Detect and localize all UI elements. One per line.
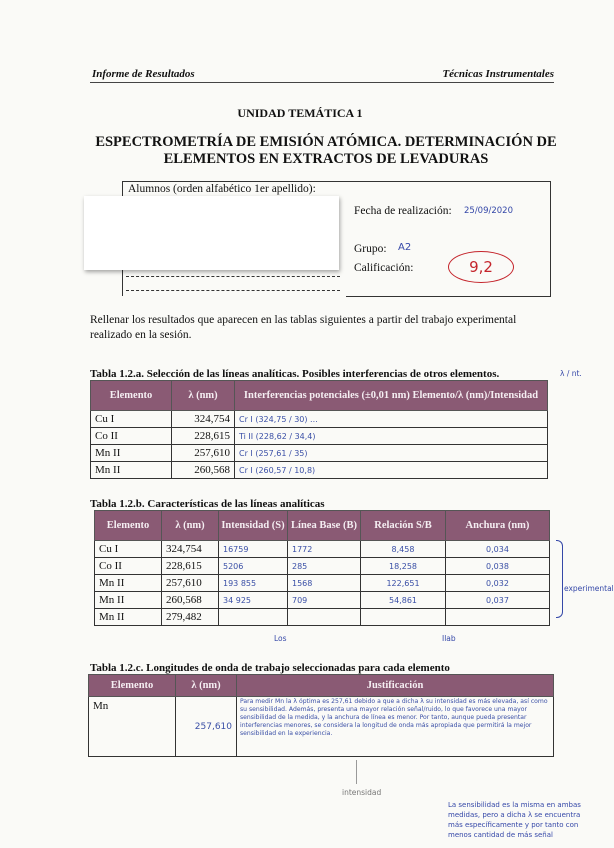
table-cell: Co II bbox=[91, 428, 172, 445]
instructions: Rellenar los resultados que aparecen en las tablas siguientes a partir del trabajo experimental realizado en la sesión. bbox=[90, 314, 517, 341]
student-line-2 bbox=[126, 290, 340, 291]
table-c-header: λ (nm) bbox=[176, 675, 237, 697]
table-cell: 0,038 bbox=[446, 558, 550, 575]
table-c-caption: Tabla 1.2.c. Longitudes de onda de trabajo seleccionadas para cada elemento bbox=[90, 662, 450, 674]
table-cell: 324,754 bbox=[162, 541, 219, 558]
table-a-header: Interferencias potenciales (±0,01 nm) Elemento/λ (nm)/Intensidad bbox=[235, 381, 548, 411]
table-a-side-note: λ / nt. bbox=[560, 369, 582, 378]
table-row bbox=[91, 462, 548, 479]
table-b-header: Elemento bbox=[95, 511, 162, 541]
table-cell: Mn bbox=[89, 697, 176, 757]
table-c bbox=[88, 674, 554, 757]
table-c-header: Elemento bbox=[89, 675, 176, 697]
table-cell: 1772 bbox=[288, 541, 361, 558]
table-cell: 16759 bbox=[219, 541, 288, 558]
table-cell: 228,615 bbox=[162, 558, 219, 575]
table-cell: Ti II (228,62 / 34,4) bbox=[235, 428, 548, 445]
table-cell: 257,610 bbox=[172, 445, 235, 462]
table-cell: Cu I bbox=[91, 411, 172, 428]
table-row bbox=[95, 541, 550, 558]
table-a bbox=[90, 380, 548, 479]
arrow-line bbox=[356, 760, 357, 784]
table-cell: Cr I (257,61 / 35) bbox=[235, 445, 548, 462]
table-cell: 122,651 bbox=[361, 575, 446, 592]
table-cell: 0,037 bbox=[446, 592, 550, 609]
header-left: Informe de Resultados bbox=[92, 68, 195, 80]
header-divider bbox=[90, 82, 554, 83]
grade-value: 9,2 bbox=[448, 251, 514, 283]
table-cell: Mn II bbox=[91, 462, 172, 479]
table-cell: 18,258 bbox=[361, 558, 446, 575]
table-c-header: Justificación bbox=[237, 675, 554, 697]
table-row bbox=[95, 592, 550, 609]
students-label: Alumnos (orden alfabético 1er apellido): bbox=[128, 183, 316, 195]
table-cell: Cu I bbox=[95, 541, 162, 558]
bottom-note-2: La sensibilidad es la misma en ambas medidas, pero a dicha λ se encuentra más específicamente y por tanto con menos cantidad de más señal bbox=[448, 801, 581, 839]
table-cell: Para medir Mn la λ óptima es 257,61 debido a que a dicha λ su intensidad es más elevada, así como su sensibilidad. Además, presenta una mayor relación señal/ruido, lo que favorece una mayor sensibilidad de la medida, y la anchura de línea es menor. Por tanto, aunque pueda presentar interferencias menores, se considera la longitud de onda más apropiada que permitirá la mejor sensibilidad en la experiencia. bbox=[237, 697, 554, 757]
table-cell: Cr I (324,75 / 30) ... bbox=[235, 411, 548, 428]
table-row bbox=[95, 575, 550, 592]
table-b-side-note: experimental bbox=[564, 584, 614, 593]
table-row bbox=[91, 445, 548, 462]
redaction-patch bbox=[84, 196, 339, 270]
table-cell bbox=[361, 609, 446, 626]
table-a-header: λ (nm) bbox=[172, 381, 235, 411]
table-b-mark-left: Los bbox=[274, 634, 287, 643]
table-cell: 1568 bbox=[288, 575, 361, 592]
group-value: A2 bbox=[398, 242, 412, 253]
table-cell: 279,482 bbox=[162, 609, 219, 626]
table-cell: 324,754 bbox=[172, 411, 235, 428]
info-box bbox=[346, 181, 551, 297]
student-line-1 bbox=[126, 276, 340, 277]
table-cell: 54,861 bbox=[361, 592, 446, 609]
table-b-header: Anchura (nm) bbox=[446, 511, 550, 541]
table-cell: Cr I (260,57 / 10,8) bbox=[235, 462, 548, 479]
table-b-header: Relación S/B bbox=[361, 511, 446, 541]
table-cell: 257,610 bbox=[162, 575, 219, 592]
table-cell: Mn II bbox=[95, 592, 162, 609]
table-cell bbox=[219, 609, 288, 626]
table-b-header: λ (nm) bbox=[162, 511, 219, 541]
table-row bbox=[89, 697, 554, 757]
table-row bbox=[91, 411, 548, 428]
unit-title: UNIDAD TEMÁTICA 1 bbox=[237, 106, 363, 120]
table-a-caption: Tabla 1.2.a. Selección de las líneas analíticas. Posibles interferencias de otros elementos. bbox=[90, 368, 500, 380]
table-cell: 8,458 bbox=[361, 541, 446, 558]
table-b-mark-right: Ilab bbox=[442, 634, 456, 643]
table-cell: 285 bbox=[288, 558, 361, 575]
table-cell: 260,568 bbox=[172, 462, 235, 479]
table-a-header: Elemento bbox=[91, 381, 172, 411]
table-cell: Co II bbox=[95, 558, 162, 575]
table-b-header: Intensidad (S) bbox=[219, 511, 288, 541]
date-label: Fecha de realización: bbox=[354, 205, 452, 217]
table-cell: 260,568 bbox=[162, 592, 219, 609]
table-cell bbox=[288, 609, 361, 626]
table-b bbox=[94, 510, 550, 626]
table-cell: Mn II bbox=[95, 609, 162, 626]
table-row bbox=[95, 558, 550, 575]
table-cell: Mn II bbox=[95, 575, 162, 592]
table-row bbox=[91, 428, 548, 445]
table-cell: Mn II bbox=[91, 445, 172, 462]
date-value: 25/09/2020 bbox=[464, 206, 513, 216]
table-cell bbox=[446, 609, 550, 626]
table-cell: 257,610 bbox=[176, 697, 237, 757]
grade-label: Calificación: bbox=[354, 262, 414, 274]
table-row bbox=[95, 609, 550, 626]
table-cell: 0,034 bbox=[446, 541, 550, 558]
page-title: ESPECTROMETRÍA DE EMISIÓN ATÓMICA. DETERMINACIÓN DE ELEMENTOS EN EXTRACTOS DE LEVADURAS bbox=[95, 134, 557, 167]
table-cell: 5206 bbox=[219, 558, 288, 575]
bottom-note-1: intensidad bbox=[342, 788, 382, 797]
table-cell: 228,615 bbox=[172, 428, 235, 445]
table-b-brace bbox=[556, 540, 563, 618]
table-cell: 0,032 bbox=[446, 575, 550, 592]
table-b-caption: Tabla 1.2.b. Características de las líneas analíticas bbox=[90, 498, 325, 510]
table-cell: 193 855 bbox=[219, 575, 288, 592]
group-label: Grupo: bbox=[354, 243, 387, 255]
table-b-header: Línea Base (B) bbox=[288, 511, 361, 541]
table-cell: 34 925 bbox=[219, 592, 288, 609]
header-right: Técnicas Instrumentales bbox=[442, 68, 554, 80]
table-cell: 709 bbox=[288, 592, 361, 609]
